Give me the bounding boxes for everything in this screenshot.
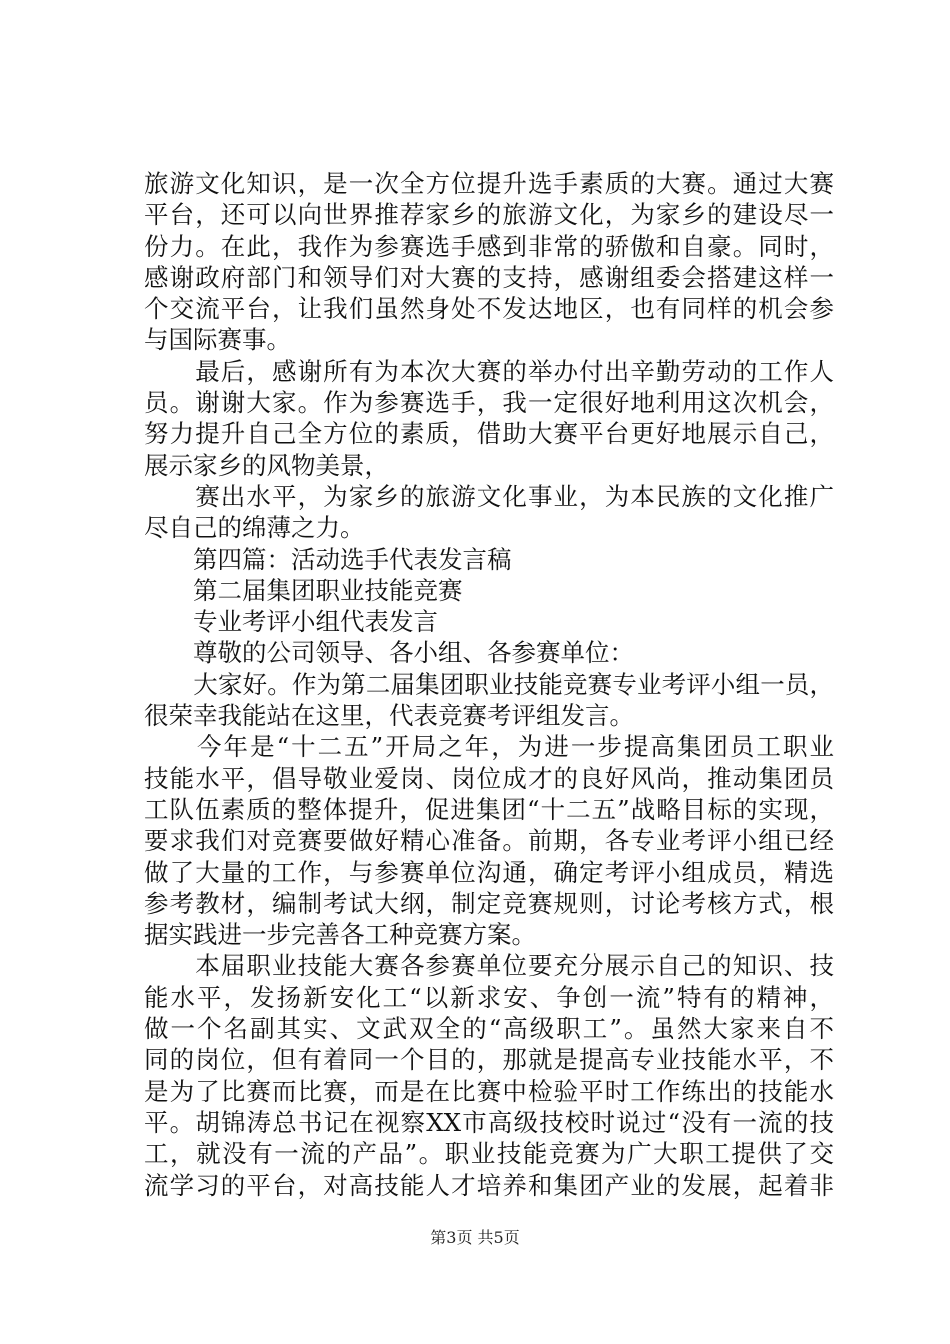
text-line: 本届职业技能大赛各参赛单位要充分展示自己的知识、技	[144, 951, 834, 981]
page-footer: 第3页 共5页	[430, 1228, 520, 1247]
text-line: 工，就没有一流的产品”。职业技能竞赛为广大职工提供了交	[144, 1139, 834, 1169]
text-line: 最后，感谢所有为本次大赛的举办付出辛勤劳动的工作人	[144, 356, 834, 386]
text-line: 赛出水平，为家乡的旅游文化事业，为本民族的文化推广	[144, 481, 834, 511]
text-line: 工队伍素质的整体提升，促进集团“十二五”战略目标的实现，	[144, 794, 834, 824]
text-line: 尊敬的公司领导、各小组、各参赛单位：	[144, 638, 634, 668]
text-line: 员。谢谢大家。作为参赛选手，我一定很好地利用这次机会，	[144, 388, 834, 418]
text-line: 与国际赛事。	[144, 325, 291, 355]
text-line: 旅游文化知识，是一次全方位提升选手素质的大赛。通过大赛	[144, 169, 834, 198]
document-body	[144, 168, 834, 1201]
text-line: 第四篇：活动选手代表发言稿	[144, 544, 512, 574]
text-line: 流学习的平台，对高技能人才培养和集团产业的发展，起着非	[144, 1170, 834, 1200]
text-line: 平。胡锦涛总书记在视察XX市高级技校时说过“没有一流的技	[144, 1107, 834, 1137]
text-line: 据实践进一步完善各工种竞赛方案。	[144, 920, 536, 950]
text-line: 很荣幸我能站在这里，代表竞赛考评组发言。	[144, 701, 634, 731]
text-line: 尽自己的绵薄之力。	[144, 513, 365, 543]
text-line: 展示家乡的风物美景，	[144, 450, 389, 480]
text-line: 感谢政府部门和领导们对大赛的支持，感谢组委会搭建这样一	[144, 262, 834, 292]
text-line: 今年是“十二五”开局之年，为进一步提高集团员工职业	[144, 732, 834, 762]
text-line: 技能水平，倡导敬业爱岗、岗位成才的良好风尚，推动集团员	[144, 763, 834, 793]
text-line: 份力。在此，我作为参赛选手感到非常的骄傲和自豪。同时，	[144, 231, 834, 261]
text-line: 同的岗位，但有着同一个目的，那就是提高专业技能水平，不	[144, 1045, 834, 1075]
text-line: 做了大量的工作，与参赛单位沟通，确定考评小组成员，精选	[144, 857, 834, 887]
text-line: 是为了比赛而比赛，而是在比赛中检验平时工作练出的技能水	[144, 1076, 834, 1106]
text-line: 第二届集团职业技能竞赛	[144, 575, 463, 605]
text-line: 专业考评小组代表发言	[144, 607, 438, 637]
text-line: 努力提升自己全方位的素质，借助大赛平台更好地展示自己，	[144, 419, 834, 449]
text-line: 能水平，发扬新安化工“以新求安、争创一流”特有的精神，	[144, 982, 834, 1012]
text-line: 大家好。作为第二届集团职业技能竞赛专业考评小组一员，	[144, 669, 834, 699]
text-line: 个交流平台，让我们虽然身处不发达地区，也有同样的机会参	[144, 294, 834, 324]
text-line: 参考教材，编制考试大纲，制定竞赛规则，讨论考核方式，根	[144, 888, 834, 918]
text-line: 做一个名副其实、文武双全的“高级职工”。虽然大家来自不	[144, 1014, 834, 1044]
text-line: 要求我们对竞赛要做好精心准备。前期，各专业考评小组已经	[144, 826, 834, 856]
text-line: 平台，还可以向世界推荐家乡的旅游文化，为家乡的建设尽一	[144, 200, 834, 230]
